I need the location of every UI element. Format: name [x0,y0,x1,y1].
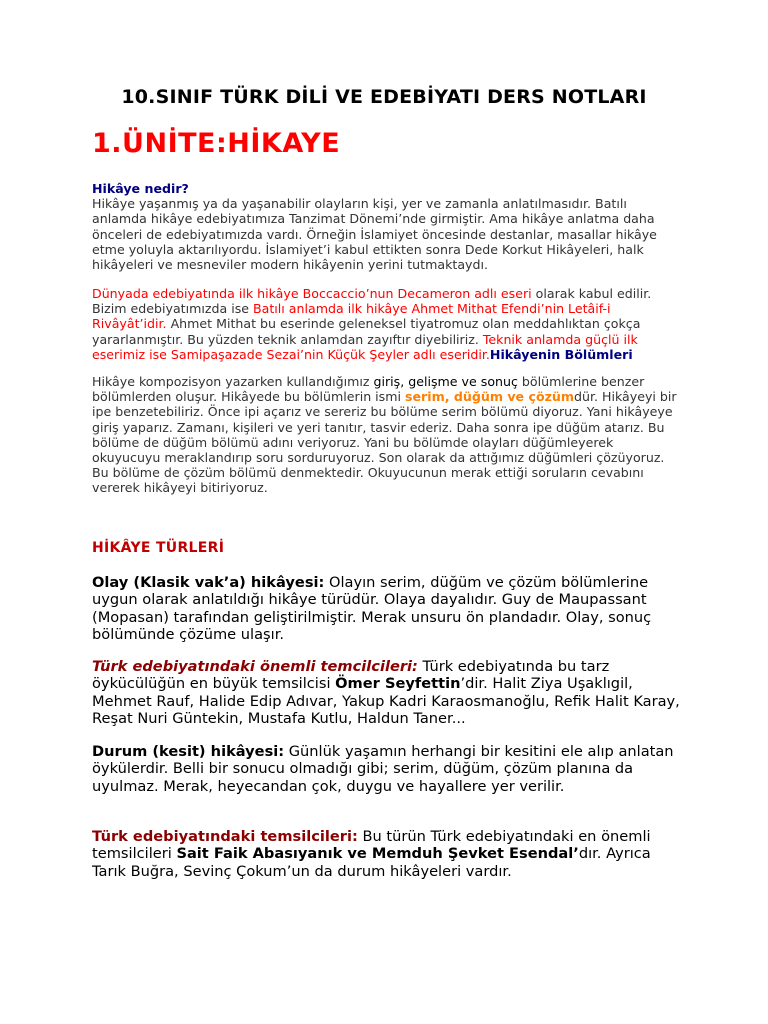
term-label: Durum (kesit) hikâyesi: [92,743,285,760]
emphasis-text: Ömer Seyfettin [335,675,461,693]
paragraph-text: dır. Ayrıca Tarık Buğra, Sevinç Çokum’un da durum hikâyeleri vardır. [92,845,651,880]
situation-story-representatives [92,828,682,880]
document-title: 10.SINIF TÜRK DİLİ VE EDEBİYATI DERS NOTLARI [121,86,647,108]
paragraph-text: Olayın serim, düğüm ve çözüm bölümlerine uygun olarak anlatıldığı hikâye türüdür. Olaya dayalıdır. Guy de Maupassant (Mopasan) tarafından geliştirilmiştir. Merak unsuru ön plandadır. Olay, sonuç bölümünde çözüme ulaşır. [92,574,652,643]
highlight-text: Teknik anlamda güçlü ilk eserimiz ise Samipaşazade Sezai’nin Küçük Şeyler adlı eseridir. [92,331,638,362]
paragraph-text: Günlük yaşamın herhangi bir kesitini ele alıp anlatan öykülerdir. Belli bir sonucu olmadığı gibi; serim, düğüm, çözüm planına da uyulmaz. Merak, heyecandan çok, duygu ve hayallere yer verilir. [92,743,674,795]
emphasis-text: Sait Faik Abasıyanık ve Memduh Şevket Esendal’ [176,845,579,863]
highlight-text: serim, düğüm ve çözüm [405,389,575,405]
highlight-text: Dünyada edebiyatında ilk hikâye Boccaccio’nun Decameron adlı eseri [92,286,532,301]
event-story-representatives [92,658,682,727]
paragraph-text: Bu türün Türk edebiyatındaki en önemli temsilcileri [92,828,651,863]
section-heading: Hikâyenin Bölümleri [489,346,633,362]
section-heading: Hikâye nedir? [92,181,189,196]
paragraph-text: bölümlerine benzer bölümlerden oluşur. Hikâyede bu bölümlerin ismi [92,374,645,405]
event-story-paragraph [92,574,682,643]
section-story-parts [92,374,682,496]
paragraph-text: ’dir. Halit Ziya Uşaklıgil, Mehmet Rauf, Halide Edip Adıvar, Yakup Kadri Karaosmanoğlu, Refik Halit Karay, Reşat Nuri Güntekin, Mustafa Kutlu, Haldun Taner... [92,675,680,727]
paragraph-text: dür. Hikâyeyi bir ipe benzetebiliriz. Önce ipi açarız ve sereriz bu bölüme serim bölümü diyoruz. Yani hikâyeye giriş yaparız. Zamanı, kişileri ve yeri tanıtır, tasvir ederiz. Daha sonra ipe düğüm atarız. Bu bölüme de düğüm bölümü adını veriyoruz. Yani bu bölümde olayları düğümleyerek okuyucuyu meraklandırıp soru sorduruyoruz. Son olarak da attığımız düğümleri çözüyoruz. Bu bölüme de çözüm bölümü denmektedir. Okuyucunun merak ettiği soruların cevabını vererek hikâyeyi bitiriyoruz. [92,389,677,496]
paragraph-text: Ahmet Mithat bu eserinde geleneksel tiyatromuz olan meddahlıktan çokça yararlanmıştır. Bu yüzden teknik anlamdan zayıftır diyebiliriz. [92,316,641,347]
paragraph-text: Hikâye yaşanmış ya da yaşanabilir olayların kişi, yer ve zamanla anlatılmasıdır. Batılı anlamda hikâye edebiyatımıza Tanzimat Dönemi’nde girmiştir. Ama hikâye anlatma daha önceleri de edebiyatımızda vardı. Örneğin İslamiyet öncesinde destanlar, masallar hikâye etme yoluyla aktarılıyordu. İslamiyet’i kabul ettikten sonra Dede Korkut Hikâyeleri, halk hikâyeleri ve mesneviler modern hikâyenin yerini tutmaktaydı. [92,196,657,273]
unit-title: 1.ÜNİTE:HİKAYE [92,128,341,159]
paragraph-text: Bizim edebiyatımızda ise [92,301,254,317]
section-what-is-story [92,181,682,272]
term-label: Türk edebiyatındaki önemli temcilcileri: [92,658,418,675]
section-first-stories [92,286,682,362]
paragraph-text: Hikâye kompozisyon yazarken kullandığımız [92,374,374,389]
paragraph-text: olarak kabul edilir. [531,286,652,301]
emphasis-text: giriş, gelişme ve sonuç [373,374,518,389]
term-label: Türk edebiyatındaki temsilcileri: [92,828,358,845]
situation-story-paragraph [92,743,682,795]
term-label: Olay (Klasik vak’a) hikâyesi: [92,574,325,591]
highlight-text: Batılı anlamda ilk hikâye Ahmet Mithat Efendi’nin Letâif-i Rivâyât’idir. [92,301,611,332]
paragraph-text: Türk edebiyatında bu tarz öykücülüğün en büyük temsilcisi [92,658,610,693]
story-types-heading: HİKÂYE TÜRLERİ [92,540,225,556]
